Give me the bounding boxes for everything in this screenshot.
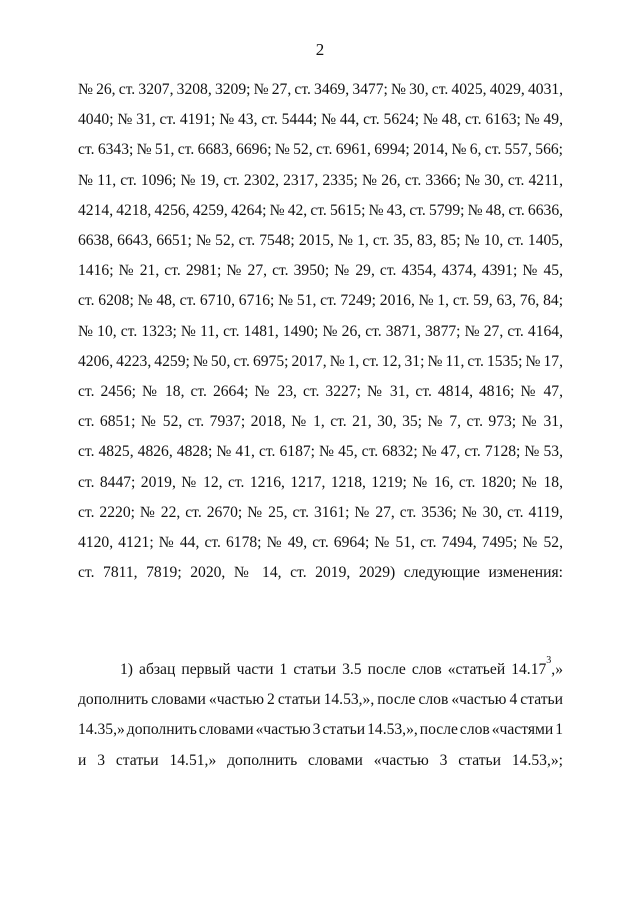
text-line: ст. 4825, 4826, 4828; № 41, ст. 6187; № 45, ст. 6832; № 47, ст. 7128; № 53, bbox=[78, 443, 563, 461]
text-line: № 10, ст. 1323; № 11, ст. 1481, 1490; № 26, ст. 3871, 3877; № 27, ст. 4164, bbox=[78, 322, 563, 340]
text-line: ст. 8447; 2019, № 12, ст. 1216, 1217, 1218, 1219; № 16, ст. 1820; № 18, bbox=[78, 473, 563, 491]
text-line: ст. 6851; № 52, ст. 7937; 2018, № 1, ст. 21, 30, 35; № 7, ст. 973; № 31, bbox=[78, 413, 563, 431]
text-line: дополнить словами «частью 2 статьи 14.53,», после слов «частью 4 статьи bbox=[78, 691, 563, 709]
page-number: 2 bbox=[315, 40, 325, 59]
text-line: 6638, 6643, 6651; № 52, ст. 7548; 2015, № 1, ст. 35, 83, 85; № 10, ст. 1405, bbox=[78, 232, 563, 250]
text-line: 4040; № 31, ст. 4191; № 43, ст. 5444; № 44, ст. 5624; № 48, ст. 6163; № 49, bbox=[78, 111, 563, 129]
text-line: 4120, 4121; № 44, ст. 6178; № 49, ст. 6964; № 51, ст. 7494, 7495; № 52, bbox=[78, 534, 563, 552]
text-line: 1416; № 21, ст. 2981; № 27, ст. 3950; № 29, ст. 4354, 4374, 4391; № 45, bbox=[78, 262, 563, 280]
text-line-last: ст. 7811, 7819; 2020, № 14, ст. 2019, 2029) следующие изменения: bbox=[78, 564, 563, 582]
superscript: 3 bbox=[546, 654, 552, 666]
text-line: № 11, ст. 1096; № 19, ст. 2302, 2317, 2335; № 26, ст. 3366; № 30, ст. 4211, bbox=[78, 171, 563, 189]
paragraph-amendment-sources bbox=[78, 75, 563, 588]
text-line: ст. 2220; № 22, ст. 2670; № 25, ст. 3161; № 27, ст. 3536; № 30, ст. 4119, bbox=[78, 503, 563, 521]
text-line: 4214, 4218, 4256, 4259, 4264; № 42, ст. 5615; № 43, ст. 5799; № 48, ст. 6636, bbox=[78, 201, 564, 219]
text-line: ст. 2456; № 18, ст. 2664; № 23, ст. 3227; № 31, ст. 4814, 4816; № 47, bbox=[78, 383, 563, 401]
paragraph-item-1 bbox=[78, 655, 563, 776]
text-line: 14.35,» дополнить словами «частью 3 статьи 14.53,», после слов «частями 1 bbox=[78, 721, 563, 739]
text-line-last: и 3 статьи 14.51,» дополнить словами «частью 3 статьи 14.53,»; bbox=[78, 751, 563, 769]
text-fragment: 1) абзац первый части 1 статьи 3.5 после слов «статьей 14.17 bbox=[120, 661, 547, 678]
text-line: ст. 6208; № 48, ст. 6710, 6716; № 51, ст. 7249; 2016, № 1, ст. 59, 63, 76, 84; bbox=[78, 292, 564, 310]
text-line: 4206, 4223, 4259; № 50, ст. 6975; 2017, № 1, ст. 12, 31; № 11, ст. 1535; № 17, bbox=[78, 352, 563, 370]
text-line-first bbox=[78, 655, 563, 685]
text-line: № 26, ст. 3207, 3208, 3209; № 27, ст. 3469, 3477; № 30, ст. 4025, 4029, 4031, bbox=[78, 81, 564, 98]
text-line: ст. 6343; № 51, ст. 6683, 6696; № 52, ст. 6961, 6994; 2014, № 6, ст. 557, 566; bbox=[78, 141, 563, 159]
text-fragment: ,» bbox=[551, 661, 563, 678]
